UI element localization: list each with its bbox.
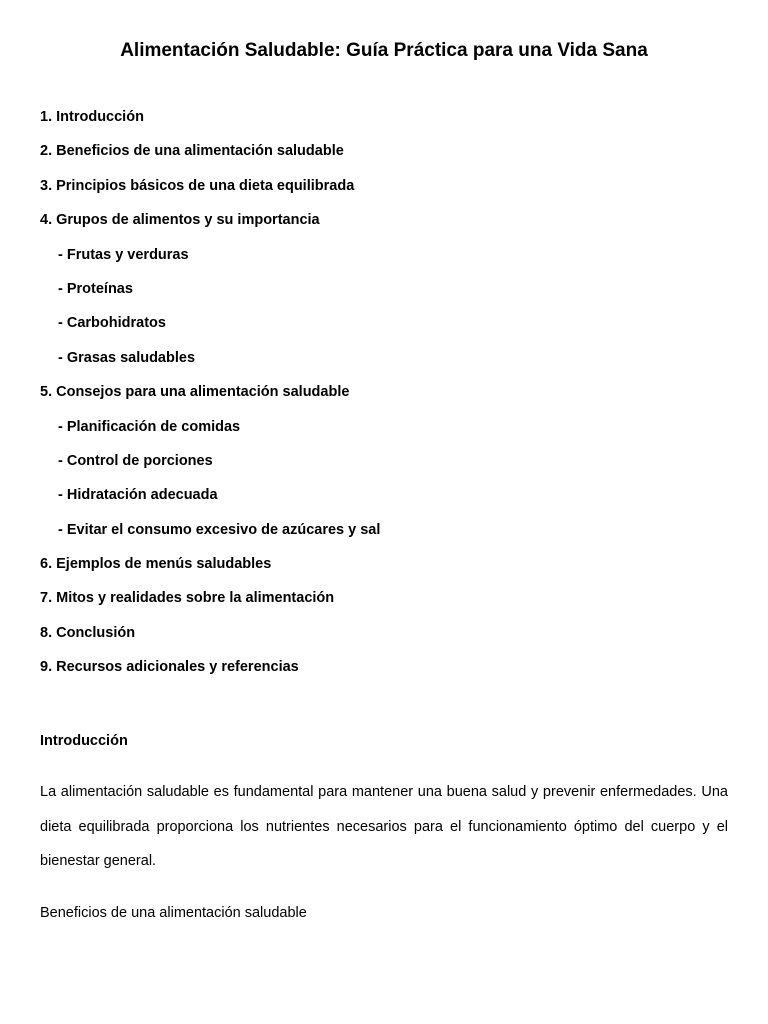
toc-subitem: - Planificación de comidas	[58, 418, 241, 435]
toc-subitem: - Hidratación adecuada	[58, 487, 218, 504]
toc-item: 3. Principios básicos de una dieta equilibrada	[40, 177, 355, 194]
toc-item: 9. Recursos adicionales y referencias	[40, 659, 299, 676]
toc-subitem: - Frutas y verduras	[58, 246, 189, 263]
toc-subitem: - Carbohidratos	[58, 315, 166, 332]
toc-item: 4. Grupos de alimentos y su importancia	[40, 212, 320, 229]
toc-item: 6. Ejemplos de menús saludables	[40, 556, 272, 573]
toc-subitem: - Control de porciones	[58, 452, 213, 469]
toc-item: 5. Consejos para una alimentación saludable	[40, 384, 350, 401]
toc-subitem: - Proteínas	[58, 280, 133, 297]
toc-item: 7. Mitos y realidades sobre la alimentación	[40, 590, 335, 607]
section-heading-introduccion: Introducción	[40, 733, 128, 749]
section-heading-beneficios: Beneficios de una alimentación saludable	[40, 905, 307, 921]
toc-subitem: - Evitar el consumo excesivo de azúcares y sal	[58, 521, 381, 538]
toc-item: 2. Beneficios de una alimentación saludable	[40, 143, 344, 160]
toc-item: 1. Introducción	[40, 109, 144, 125]
document-title: Alimentación Saludable: Guía Práctica para una Vida Sana	[120, 40, 648, 61]
table-of-contents	[40, 107, 728, 677]
toc-subitem: - Grasas saludables	[58, 349, 196, 366]
intro-paragraph: La alimentación saludable es fundamental para mantener una buena salud y prevenir enfermedades. Una dieta equilibrada proporciona los nutrientes necesarios para el funcionamiento óptimo del cuerpo y el bienestar general.	[40, 784, 728, 869]
toc-item: 8. Conclusión	[40, 624, 136, 641]
